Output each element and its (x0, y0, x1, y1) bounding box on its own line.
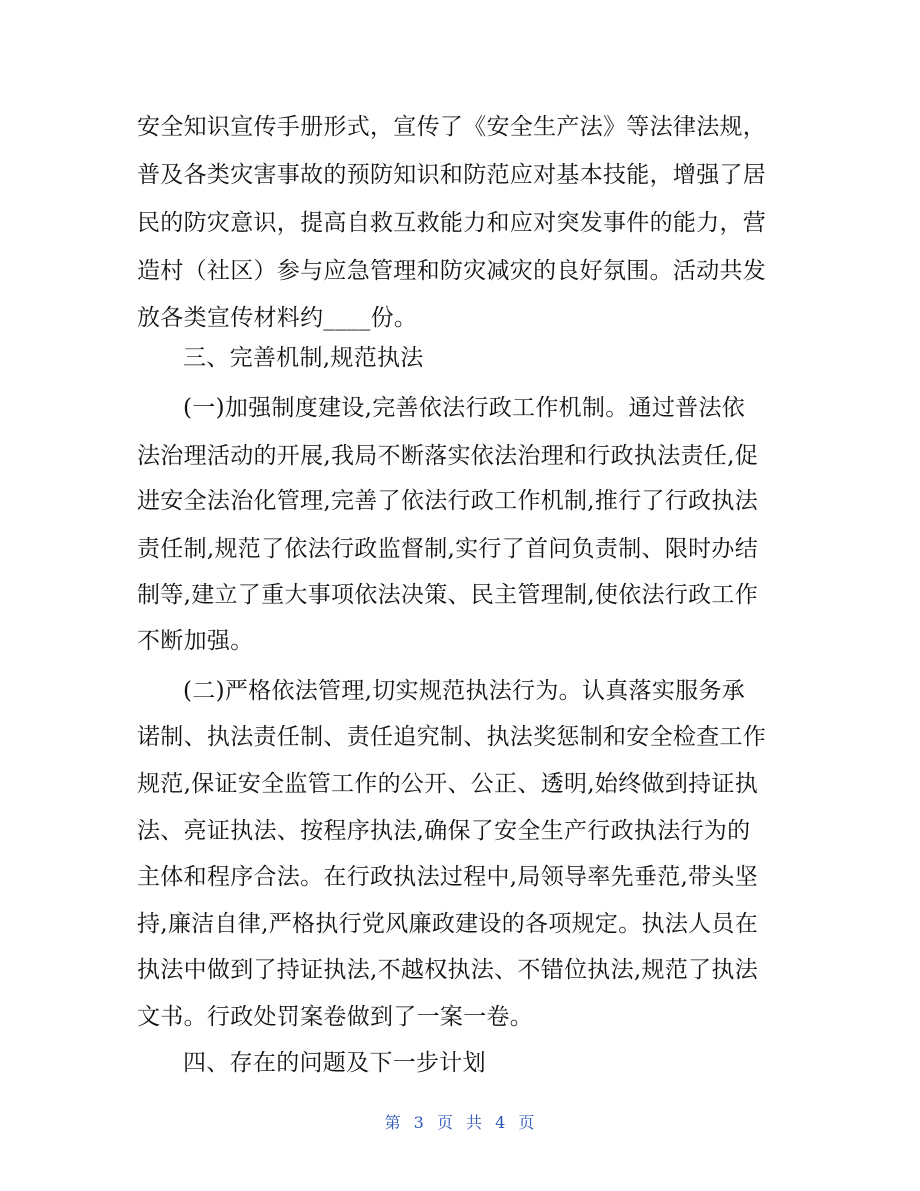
page-number-footer: 第 3 页 共 4 页 (384, 1113, 536, 1132)
paragraph-first-line: (二)严格依法管理,切实规范执法行为。认真落实服务承 (183, 678, 746, 704)
text-line: 制等,建立了重大事项依法决策、民主管理制,使依法行政工作 (137, 582, 759, 608)
section-heading: 四、存在的问题及下一步计划 (183, 1050, 486, 1076)
text-line: 文书。行政处罚案卷做到了一案一卷。 (137, 1004, 534, 1030)
text-line: 放各类宣传材料约____份。 (137, 305, 418, 331)
section-heading: 三、完善机制,规范执法 (183, 345, 424, 371)
text-line: 法治理活动的开展,我局不断落实依法治理和行政执法责任,促 (137, 443, 759, 469)
text-line: 造村（社区）参与应急管理和防灾减灾的良好氛围。活动共发 (137, 258, 767, 284)
text-line: 普及各类灾害事故的预防知识和防范应对基本技能，增强了居 (137, 162, 767, 188)
text-line: 执法中做到了持证执法,不越权执法、不错位执法,规范了执法 (137, 957, 759, 983)
text-line: 法、亮证执法、按程序执法,确保了安全生产行政执法行为的 (137, 818, 751, 844)
text-line: 民的防灾意识，提高自救互救能力和应对突发事件的能力，营 (137, 210, 767, 236)
text-line: 持,廉洁自律,严格执行党风廉政建设的各项规定。执法人员在 (137, 911, 759, 937)
text-line: 责任制,规范了依法行政监督制,实行了首问负责制、限时办结 (137, 536, 759, 562)
text-line: 诺制、执法责任制、责任追究制、执法奖惩制和安全检查工作 (137, 724, 767, 750)
text-line: 进安全法治化管理,完善了依法行政工作机制,推行了行政执法 (137, 488, 759, 514)
text-line: 主体和程序合法。在行政执法过程中,局领导率先垂范,带头坚 (137, 864, 759, 890)
text-line: 安全知识宣传手册形式，宣传了《安全生产法》等法律法规， (137, 114, 767, 140)
paragraph-first-line: (一)加强制度建设,完善依法行政工作机制。通过普法依 (183, 395, 746, 421)
text-line: 不断加强。 (137, 628, 254, 654)
text-line: 规范,保证安全监管工作的公开、公正、透明,始终做到持证执 (137, 771, 759, 797)
